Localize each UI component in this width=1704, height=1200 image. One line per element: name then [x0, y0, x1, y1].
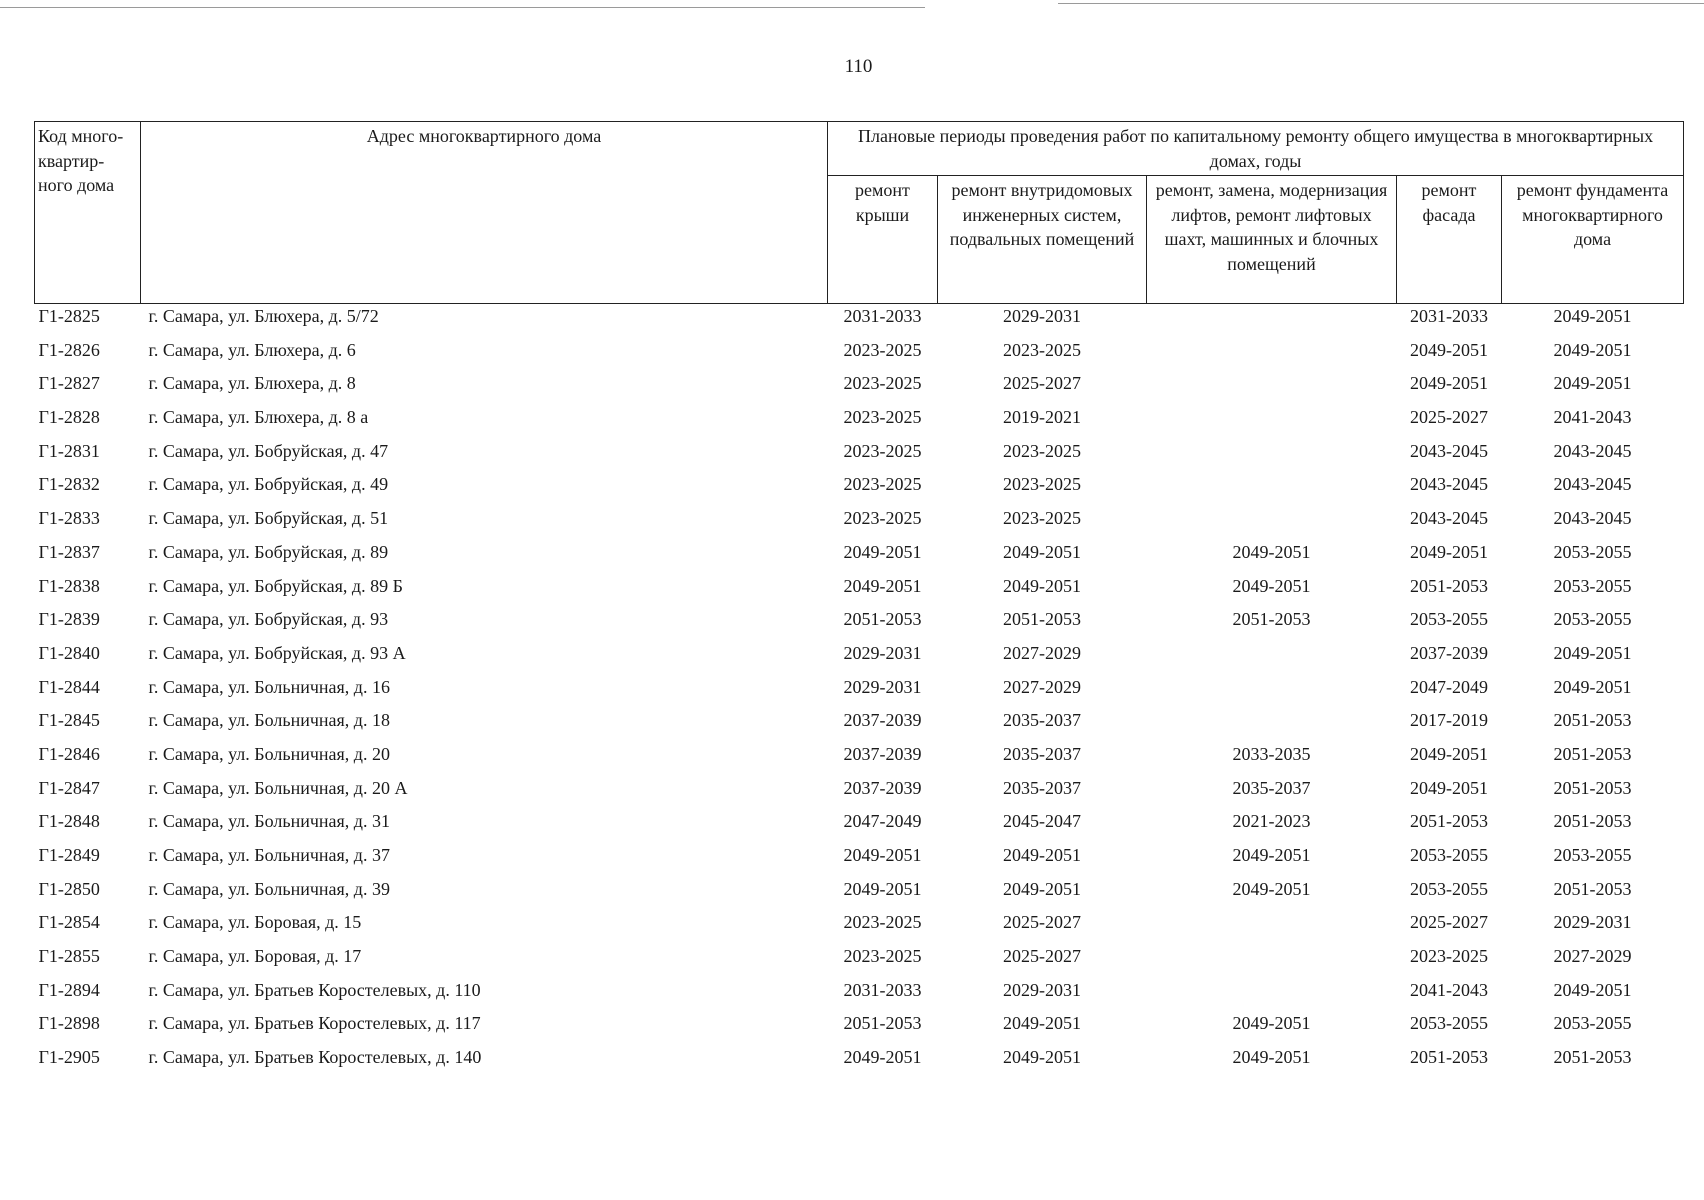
cell-elevator-period: 2021-2023 [1232, 811, 1311, 832]
header-building-code: Код много-квартир-ного дома [35, 122, 141, 304]
cell-foundation-period: 2027-2029 [1553, 946, 1632, 967]
cell-roof-period: 2031-2033 [843, 979, 922, 1000]
cell-address: г. Самара, ул. Больничная, д. 20 [148, 743, 390, 764]
cell-building-code: Г1-2844 [38, 676, 100, 697]
table-header [35, 122, 1684, 304]
cell-elevator-period: 2051-2053 [1232, 609, 1311, 630]
cell-engineering-period: 2049-2051 [1003, 1047, 1081, 1068]
cell-engineering-period: 2025-2027 [1003, 946, 1081, 967]
cell-elevator-period: 2035-2037 [1232, 777, 1311, 798]
cell-address: г. Самара, ул. Больничная, д. 39 [148, 878, 390, 899]
cell-elevator-period [1147, 675, 1397, 709]
cell-elevator-period: 2049-2051 [1232, 845, 1311, 865]
page-number: 110 [844, 56, 873, 77]
table-row [35, 776, 1684, 810]
cell-building-code: Г1-2848 [38, 811, 100, 832]
cell-building-code: Г1-2847 [38, 777, 100, 798]
cell-building-code: Г1-2849 [38, 845, 100, 865]
cell-engineering-period: 2023-2025 [1003, 474, 1081, 495]
cell-roof-period: 2037-2039 [843, 710, 922, 731]
cell-address: г. Самара, ул. Бобруйская, д. 93 А [148, 642, 406, 663]
capital-repair-schedule-table [34, 121, 1684, 1079]
cell-elevator-period: 2049-2051 [1232, 1013, 1311, 1034]
cell-address: г. Самара, ул. Больничная, д. 20 А [148, 777, 408, 798]
cell-address: г. Самара, ул. Больничная, д. 18 [148, 710, 390, 731]
cell-foundation-period: 2051-2053 [1553, 1047, 1632, 1068]
table-row [35, 472, 1684, 506]
cell-roof-period: 2049-2051 [843, 575, 922, 596]
cell-engineering-period: 2035-2037 [1003, 777, 1081, 798]
table-row [35, 540, 1684, 574]
cell-elevator-period [1147, 978, 1397, 1012]
cell-foundation-period: 2053-2055 [1553, 845, 1632, 865]
cell-address: г. Самара, ул. Бобруйская, д. 51 [148, 508, 389, 529]
table-body [35, 304, 1684, 1079]
cell-building-code: Г1-2832 [38, 474, 100, 495]
cell-roof-period: 2051-2053 [843, 1013, 922, 1034]
cell-engineering-period: 2023-2025 [1003, 339, 1081, 360]
cell-building-code: Г1-2850 [38, 878, 100, 899]
scan-edge-line-right [1058, 3, 1704, 4]
cell-foundation-period: 2051-2053 [1553, 811, 1632, 832]
cell-engineering-period: 2025-2027 [1003, 912, 1081, 933]
cell-foundation-period: 2051-2053 [1553, 743, 1632, 764]
cell-elevator-period [1147, 371, 1397, 405]
cell-foundation-period: 2051-2053 [1553, 777, 1632, 798]
cell-facade-period: 2043-2045 [1410, 440, 1488, 461]
header-engineering-systems-repair: ремонт внутридомовых инженерных систем, подвальных помещений [938, 176, 1147, 304]
cell-foundation-period: 2053-2055 [1553, 541, 1632, 562]
cell-building-code: Г1-2838 [38, 575, 100, 596]
cell-address: г. Самара, ул. Братьев Коростелевых, д. 140 [148, 1047, 482, 1068]
cell-building-code: Г1-2840 [38, 642, 100, 663]
header-foundation-repair: ремонт фундамента многоквартирного дома [1502, 176, 1684, 304]
cell-facade-period: 2037-2039 [1410, 642, 1488, 663]
cell-engineering-period: 2025-2027 [1003, 373, 1081, 394]
table-row [35, 371, 1684, 405]
cell-facade-period: 2049-2051 [1410, 339, 1488, 360]
cell-facade-period: 2053-2055 [1410, 609, 1488, 630]
cell-engineering-period: 2049-2051 [1003, 845, 1081, 865]
cell-foundation-period: 2049-2051 [1553, 676, 1632, 697]
table-row [35, 742, 1684, 776]
scan-edge-line-left [0, 7, 925, 8]
cell-roof-period: 2023-2025 [843, 339, 922, 360]
cell-elevator-period [1147, 405, 1397, 439]
header-address: Адрес многоквартирного дома [141, 122, 828, 304]
cell-building-code: Г1-2894 [38, 979, 100, 1000]
cell-engineering-period: 2027-2029 [1003, 676, 1081, 697]
cell-elevator-period [1147, 944, 1397, 978]
cell-engineering-period: 2027-2029 [1003, 642, 1081, 663]
cell-engineering-period: 2029-2031 [1003, 979, 1081, 1000]
table-row [35, 809, 1684, 843]
cell-address: г. Самара, ул. Блюхера, д. 6 [148, 339, 356, 360]
table-row [35, 1011, 1684, 1045]
cell-building-code: Г1-2846 [38, 743, 100, 764]
cell-building-code: Г1-2831 [38, 440, 100, 461]
cell-roof-period: 2049-2051 [843, 845, 922, 865]
cell-facade-period: 2047-2049 [1410, 676, 1488, 697]
cell-foundation-period: 2051-2053 [1553, 710, 1632, 731]
table-row [35, 978, 1684, 1012]
cell-foundation-period: 2049-2051 [1553, 979, 1632, 1000]
cell-roof-period: 2023-2025 [843, 407, 922, 428]
cell-engineering-period: 2035-2037 [1003, 710, 1081, 731]
cell-elevator-period [1147, 641, 1397, 675]
cell-address: г. Самара, ул. Блюхера, д. 5/72 [148, 306, 379, 326]
cell-facade-period: 2049-2051 [1410, 541, 1488, 562]
cell-address: г. Самара, ул. Бобруйская, д. 49 [148, 474, 389, 495]
cell-foundation-period: 2041-2043 [1553, 407, 1632, 428]
header-planned-periods: Плановые периоды проведения работ по капитальному ремонту общего имущества в многоквартирных домах, годы [828, 122, 1684, 176]
cell-elevator-period [1147, 338, 1397, 372]
cell-facade-period: 2053-2055 [1410, 1013, 1488, 1034]
cell-foundation-period: 2053-2055 [1553, 609, 1632, 630]
cell-roof-period: 2023-2025 [843, 912, 922, 933]
cell-address: г. Самара, ул. Бобруйская, д. 89 Б [148, 575, 403, 596]
cell-elevator-period [1147, 439, 1397, 473]
header-facade-repair: ремонт фасада [1397, 176, 1502, 304]
cell-elevator-period: 2049-2051 [1232, 575, 1311, 596]
cell-roof-period: 2049-2051 [843, 541, 922, 562]
cell-roof-period: 2029-2031 [843, 676, 922, 697]
cell-building-code: Г1-2855 [38, 946, 100, 967]
cell-roof-period: 2023-2025 [843, 946, 922, 967]
cell-roof-period: 2037-2039 [843, 777, 922, 798]
cell-foundation-period: 2043-2045 [1553, 508, 1632, 529]
cell-roof-period: 2023-2025 [843, 508, 922, 529]
table-row [35, 910, 1684, 944]
cell-address: г. Самара, ул. Братьев Коростелевых, д. 110 [148, 979, 481, 1000]
cell-address: г. Самара, ул. Блюхера, д. 8 [148, 373, 356, 394]
table-row [35, 944, 1684, 978]
cell-address: г. Самара, ул. Бобруйская, д. 93 [148, 609, 389, 630]
cell-roof-period: 2049-2051 [843, 878, 922, 899]
table-row [35, 843, 1684, 877]
cell-building-code: Г1-2898 [38, 1013, 100, 1034]
cell-roof-period: 2023-2025 [843, 373, 922, 394]
table-row [35, 405, 1684, 439]
cell-facade-period: 2025-2027 [1410, 407, 1488, 428]
cell-engineering-period: 2029-2031 [1003, 306, 1081, 326]
cell-foundation-period: 2043-2045 [1553, 474, 1632, 495]
cell-address: г. Самара, ул. Бобруйская, д. 47 [148, 440, 389, 461]
table-row [35, 506, 1684, 540]
cell-building-code: Г1-2833 [38, 508, 100, 529]
cell-building-code: Г1-2826 [38, 339, 100, 360]
cell-foundation-period: 2053-2055 [1553, 575, 1632, 596]
cell-foundation-period: 2049-2051 [1553, 306, 1632, 326]
cell-facade-period: 2025-2027 [1410, 912, 1488, 933]
table-row [35, 439, 1684, 473]
cell-engineering-period: 2023-2025 [1003, 508, 1081, 529]
cell-engineering-period: 2051-2053 [1003, 609, 1081, 630]
cell-address: г. Самара, ул. Больничная, д. 31 [148, 811, 390, 832]
cell-elevator-period: 2033-2035 [1232, 743, 1311, 764]
cell-building-code: Г1-2854 [38, 912, 100, 933]
cell-roof-period: 2049-2051 [843, 1047, 922, 1068]
cell-roof-period: 2029-2031 [843, 642, 922, 663]
cell-facade-period: 2023-2025 [1410, 946, 1488, 967]
cell-facade-period: 2017-2019 [1410, 710, 1488, 731]
cell-facade-period: 2053-2055 [1410, 845, 1488, 865]
cell-foundation-period: 2043-2045 [1553, 440, 1632, 461]
cell-engineering-period: 2049-2051 [1003, 541, 1081, 562]
cell-engineering-period: 2049-2051 [1003, 575, 1081, 596]
cell-engineering-period: 2019-2021 [1003, 407, 1081, 428]
header-roof-repair: ремонт крыши [828, 176, 938, 304]
table-row [35, 1045, 1684, 1079]
cell-building-code: Г1-2828 [38, 407, 100, 428]
cell-facade-period: 2049-2051 [1410, 373, 1488, 394]
cell-foundation-period: 2049-2051 [1553, 339, 1632, 360]
cell-address: г. Самара, ул. Боровая, д. 15 [148, 912, 362, 933]
cell-roof-period: 2023-2025 [843, 474, 922, 495]
table-row [35, 675, 1684, 709]
cell-elevator-period: 2049-2051 [1232, 878, 1311, 899]
cell-roof-period: 2047-2049 [843, 811, 922, 832]
cell-building-code: Г1-2827 [38, 373, 100, 394]
table-row [35, 641, 1684, 675]
table-row [35, 708, 1684, 742]
cell-foundation-period: 2053-2055 [1553, 1013, 1632, 1034]
cell-elevator-period [1147, 506, 1397, 540]
cell-building-code: Г1-2837 [38, 541, 100, 562]
cell-engineering-period: 2045-2047 [1003, 811, 1081, 832]
cell-address: г. Самара, ул. Больничная, д. 16 [148, 676, 390, 697]
header-elevator-repair: ремонт, замена, модернизация лифтов, ремонт лифтовых шахт, машинных и блочных помещений [1147, 176, 1397, 304]
cell-address: г. Самара, ул. Больничная, д. 37 [148, 845, 390, 865]
cell-building-code: Г1-2825 [38, 306, 100, 326]
cell-facade-period: 2043-2045 [1410, 474, 1488, 495]
cell-engineering-period: 2023-2025 [1003, 440, 1081, 461]
cell-facade-period: 2031-2033 [1410, 306, 1488, 326]
cell-facade-period: 2041-2043 [1410, 979, 1488, 1000]
cell-facade-period: 2051-2053 [1410, 811, 1488, 832]
cell-elevator-period [1147, 708, 1397, 742]
cell-engineering-period: 2049-2051 [1003, 1013, 1081, 1034]
cell-building-code: Г1-2845 [38, 710, 100, 731]
cell-foundation-period: 2049-2051 [1553, 373, 1632, 394]
cell-facade-period: 2051-2053 [1410, 1047, 1488, 1068]
cell-address: г. Самара, ул. Боровая, д. 17 [148, 946, 362, 967]
cell-foundation-period: 2029-2031 [1553, 912, 1632, 933]
cell-elevator-period [1147, 304, 1397, 338]
cell-foundation-period: 2049-2051 [1553, 642, 1632, 663]
cell-facade-period: 2049-2051 [1410, 743, 1488, 764]
table-row [35, 877, 1684, 911]
table-row [35, 304, 1684, 338]
cell-engineering-period: 2035-2037 [1003, 743, 1081, 764]
cell-elevator-period [1147, 472, 1397, 506]
cell-address: г. Самара, ул. Бобруйская, д. 89 [148, 541, 389, 562]
cell-facade-period: 2053-2055 [1410, 878, 1488, 899]
cell-elevator-period: 2049-2051 [1232, 541, 1311, 562]
cell-elevator-period [1147, 910, 1397, 944]
cell-engineering-period: 2049-2051 [1003, 878, 1081, 899]
cell-elevator-period: 2049-2051 [1232, 1047, 1311, 1068]
cell-building-code: Г1-2839 [38, 609, 100, 630]
cell-roof-period: 2031-2033 [843, 306, 922, 326]
cell-roof-period: 2051-2053 [843, 609, 922, 630]
cell-facade-period: 2043-2045 [1410, 508, 1488, 529]
cell-facade-period: 2049-2051 [1410, 777, 1488, 798]
cell-roof-period: 2037-2039 [843, 743, 922, 764]
cell-facade-period: 2051-2053 [1410, 575, 1488, 596]
cell-building-code: Г1-2905 [38, 1047, 100, 1068]
table-row [35, 607, 1684, 641]
cell-address: г. Самара, ул. Братьев Коростелевых, д. 117 [148, 1013, 481, 1034]
cell-address: г. Самара, ул. Блюхера, д. 8 а [148, 407, 369, 428]
table-row [35, 338, 1684, 372]
cell-roof-period: 2023-2025 [843, 440, 922, 461]
table-row [35, 574, 1684, 608]
cell-foundation-period: 2051-2053 [1553, 878, 1632, 899]
